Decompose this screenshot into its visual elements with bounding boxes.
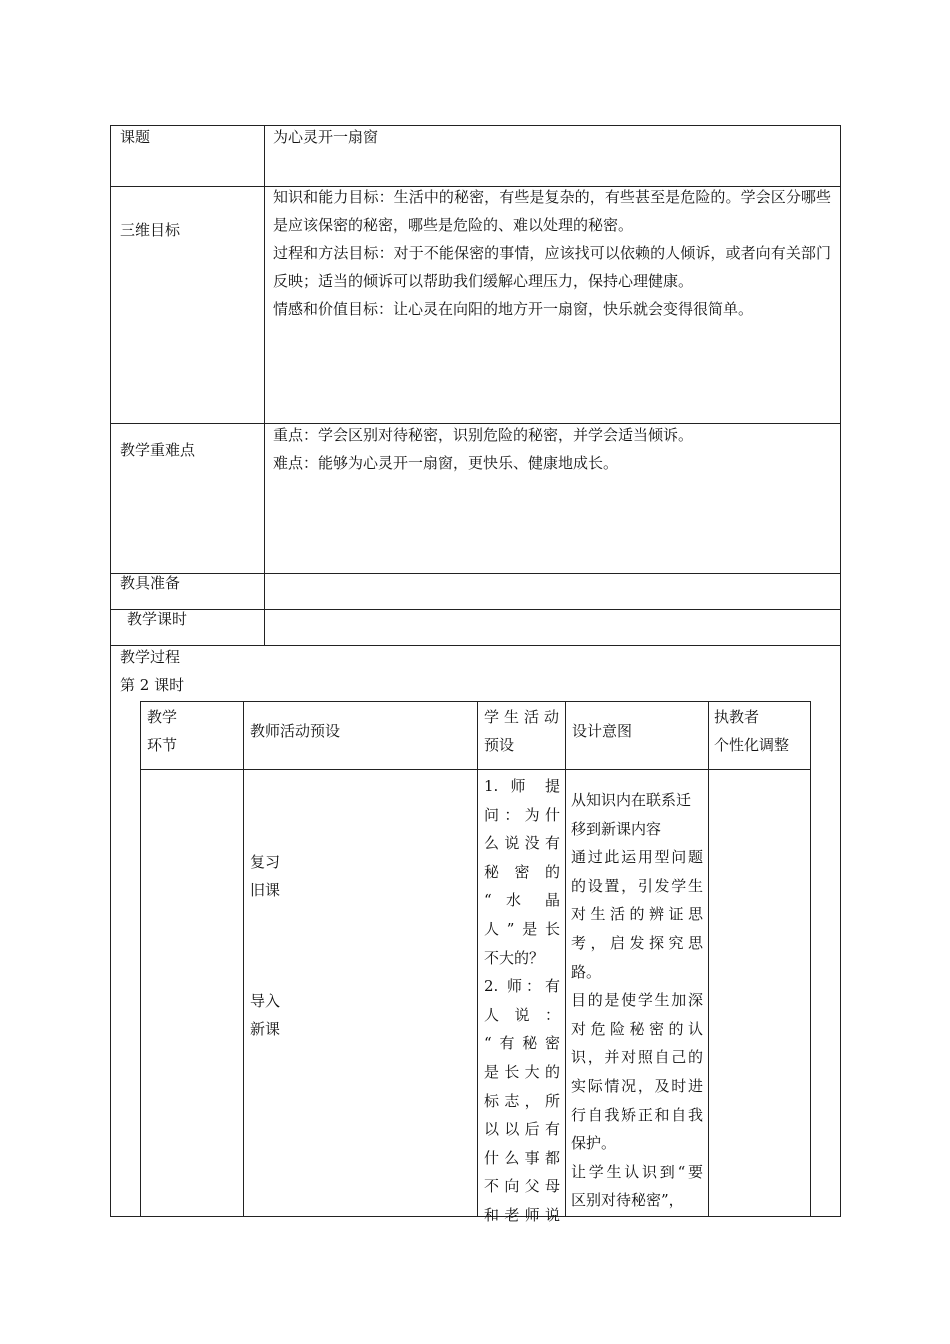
goal-knowledge: 知识和能力目标：生活中的秘密，有些是复杂的，有些甚至是危险的。学会区分哪些是应该保密的秘密，哪些是危险的、难以处理的秘密。	[273, 188, 831, 234]
process-label: 教学过程	[120, 648, 181, 666]
goal-emotion: 情感和价值目标：让心灵在向阳的地方开一扇窗，快乐就会变得很简单。	[273, 300, 754, 318]
goals-label: 三维目标	[120, 221, 181, 239]
page: 课题 为心灵开一扇窗 三维目标 知识和能力目标：生活中的秘密，有些是复杂的，有些甚至是危险的。学会区分哪些是应该保密的秘密，哪些是危险的、难以处理的秘密。 过程和方法目标：对于不能保密的事情，应该找可以依赖的人倾诉，或者向有关部门反映；适当的倾诉可以帮助我们缓解心理压力，保持心理健康。 情感和价值目标：让心灵在向阳的地方开一扇窗，快乐就会变得很简单。 教学重难点 重点：学会区别对待秘密，识别危险的秘密，并学会适当倾诉。 难点：能够为心灵开一扇窗，更快乐、健康地成长。 教具准备 教学课时 教学过程 第 2 课时 教学 环节 教师活动预设 学生活动 预设 设计意图 执教者 个性化调整 复习 旧课 导入 新课 1. 师 提 问：为什 么说没有 秘 密 的 “ 水 晶 人”是长 不大的？ 2. 师：有 人 说 ： “有秘密 是长大的 标志，所 以以后有 什么事都 不向父母 和老师说 从知识内在联系迁 移到新课内容 通过此运用型问题 的设置，引发学生 对生活的辨证思 考，启发探究思 路。 目的是使学生加深 对危险秘密的认 识，并对照自己的 实际情况，及时进 行自我矫正和自我 保护。 让学生认识到“要 区别对待秘密”，	[0, 0, 950, 1344]
header-student: 学生活动 预设	[484, 708, 559, 754]
period-label: 第 2 课时	[120, 676, 185, 694]
topic-value: 为心灵开一扇窗	[273, 128, 379, 146]
design-intent-text: 从知识内在联系迁 移到新课内容 通过此运用型问题 的设置，引发学生 对生活的辨证思 考，启发探究思 路。 目的是使学生加深 对危险秘密的认 识，并对照自己的 实际情况，及时进 行自我矫正和自我 保护。 让学生认识到“要 区别对待秘密”，	[571, 791, 703, 1210]
goal-process: 过程和方法目标：对于不能保密的事情，应该找可以依赖的人倾诉，或者向有关部门反映；适当的倾诉可以帮助我们缓解心理压力，保持心理健康。	[273, 244, 831, 290]
key-label: 教学重难点	[120, 441, 196, 459]
key-point: 重点：学会区别对待秘密，识别危险的秘密，并学会适当倾诉。	[273, 426, 694, 444]
student-activity-text: 1. 师 提 问：为什 么说没有 秘 密 的 “ 水 晶 人”是长 不大的？ 2. 师：有 人 说 ： “有秘密 是长大的 标志，所 以以后有 什么事都 不向父母 和老师说	[484, 777, 560, 1224]
topic-label: 课题	[120, 128, 151, 146]
tools-label: 教具准备	[120, 574, 181, 592]
header-teacher: 教师活动预设	[250, 722, 341, 740]
header-design: 设计意图	[572, 722, 633, 740]
hours-label: 教学课时	[127, 610, 188, 628]
difficult-point: 难点：能够为心灵开一扇窗，更快乐、健康地成长。	[273, 454, 619, 472]
